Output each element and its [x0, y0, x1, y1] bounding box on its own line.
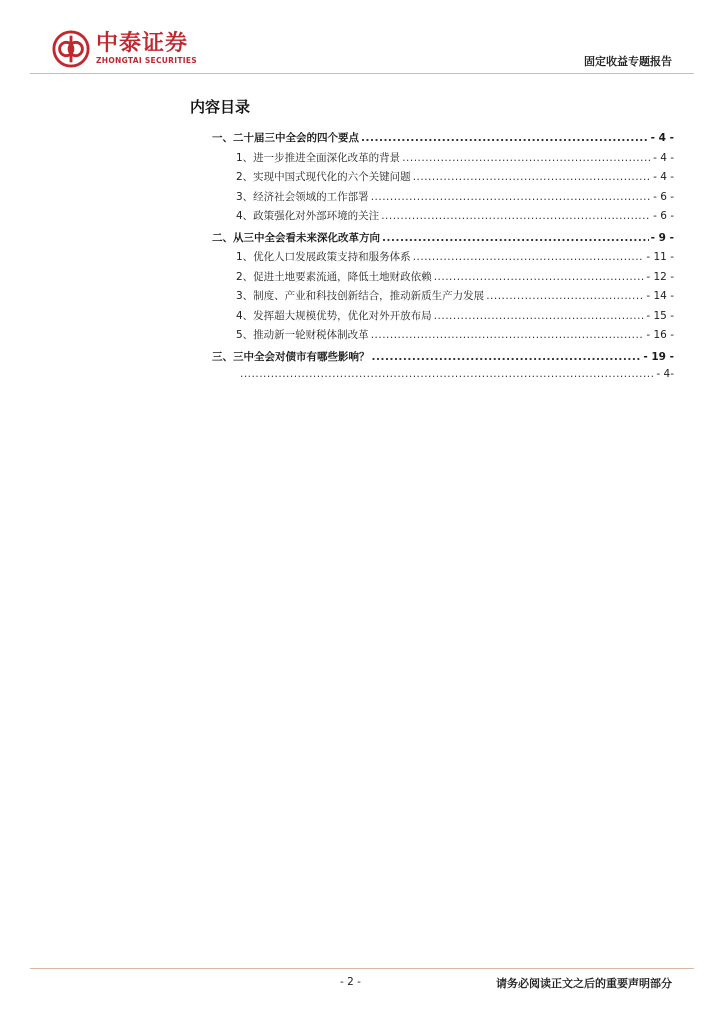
- toc-entry[interactable]: [212, 349, 674, 369]
- toc-leader-dots: [371, 329, 645, 341]
- toc-entry-page: - 16 -: [646, 329, 674, 341]
- toc-entry[interactable]: [212, 230, 674, 250]
- toc-entry[interactable]: [212, 368, 674, 388]
- toc-title: 内容目录: [190, 98, 251, 116]
- toc-entry-label: 一、二十届三中全会的四个要点: [212, 132, 359, 144]
- toc-entry[interactable]: [212, 189, 674, 209]
- company-logo: [52, 30, 197, 68]
- toc-entry-page: - 4-: [656, 368, 674, 380]
- toc-leader-dots: [434, 310, 645, 322]
- footer-divider: [30, 968, 694, 969]
- toc-entry[interactable]: [212, 327, 674, 347]
- page-header: [0, 0, 724, 80]
- toc-entry-label: 5、推动新一轮财税体制改革: [236, 329, 369, 341]
- toc-entry-label: 1、优化人口发展政策支持和服务体系: [236, 251, 411, 263]
- toc-entry[interactable]: [212, 288, 674, 308]
- logo-english-name: ZHONGTAI SECURITIES: [96, 56, 197, 65]
- toc-leader-dots: [413, 171, 651, 183]
- toc-entry-label: 4、发挥超大规模优势，优化对外开放布局: [236, 309, 432, 322]
- toc-entry[interactable]: [212, 208, 674, 228]
- toc-entry-page: - 14 -: [646, 290, 674, 302]
- toc-entry-page: - 6 -: [653, 190, 674, 203]
- toc-entry-label: 2、实现中国式现代化的六个关键问题: [236, 171, 411, 183]
- toc-entry-label: 3、经济社会领域的工作部署: [236, 190, 369, 203]
- header-divider: [30, 73, 694, 74]
- table-of-contents: [212, 130, 674, 388]
- footer-disclaimer: 请务必阅读正文之后的重要声明部分: [496, 977, 672, 990]
- toc-entry[interactable]: [212, 249, 674, 269]
- toc-leader-dots: [240, 368, 654, 380]
- logo-chinese-name: 中泰证券: [96, 31, 189, 56]
- toc-entry-page: - 4 -: [653, 171, 674, 183]
- toc-entry-label: 2、促进土地要素流通，降低土地财政依赖: [236, 270, 432, 283]
- page-number: - 2 -: [340, 976, 361, 988]
- toc-entry[interactable]: [212, 308, 674, 328]
- report-type: 固定收益专题报告: [584, 55, 672, 68]
- toc-leader-dots: [382, 232, 649, 244]
- toc-entry-page: - 15 -: [646, 309, 674, 322]
- toc-entry-label: 4、政策强化对外部环境的关注: [236, 210, 380, 222]
- toc-entry-label: 3、制度、产业和科技创新结合，推动新质生产力发展: [236, 290, 485, 302]
- toc-entry[interactable]: [212, 169, 674, 189]
- toc-entry-page: - 9 -: [650, 231, 674, 244]
- toc-entry-label: 三、三中全会对债市有哪些影响？: [212, 350, 370, 363]
- toc-leader-dots: [413, 251, 645, 263]
- toc-leader-dots: [361, 132, 649, 144]
- toc-leader-dots: [402, 152, 651, 164]
- toc-entry[interactable]: [212, 150, 674, 170]
- toc-leader-dots: [434, 271, 645, 283]
- toc-entry-page: - 19 -: [643, 350, 674, 363]
- toc-leader-dots: [372, 351, 642, 363]
- toc-entry-page: - 4 -: [653, 151, 674, 164]
- toc-leader-dots: [486, 290, 644, 302]
- toc-entry-page: - 6 -: [653, 210, 674, 222]
- toc-entry-page: - 12 -: [646, 270, 674, 283]
- toc-leader-dots: [381, 210, 651, 222]
- toc-entry-label: 二、从三中全会看未来深化改革方向: [212, 231, 380, 244]
- toc-entry-page: - 4 -: [650, 132, 674, 144]
- toc-entry[interactable]: [212, 269, 674, 289]
- toc-entry[interactable]: [212, 130, 674, 150]
- toc-entry-label: 1、进一步推进全面深化改革的背景: [236, 151, 401, 164]
- toc-leader-dots: [371, 191, 651, 203]
- toc-entry-page: - 11 -: [646, 251, 674, 263]
- zhongtai-logo-icon: [52, 30, 90, 68]
